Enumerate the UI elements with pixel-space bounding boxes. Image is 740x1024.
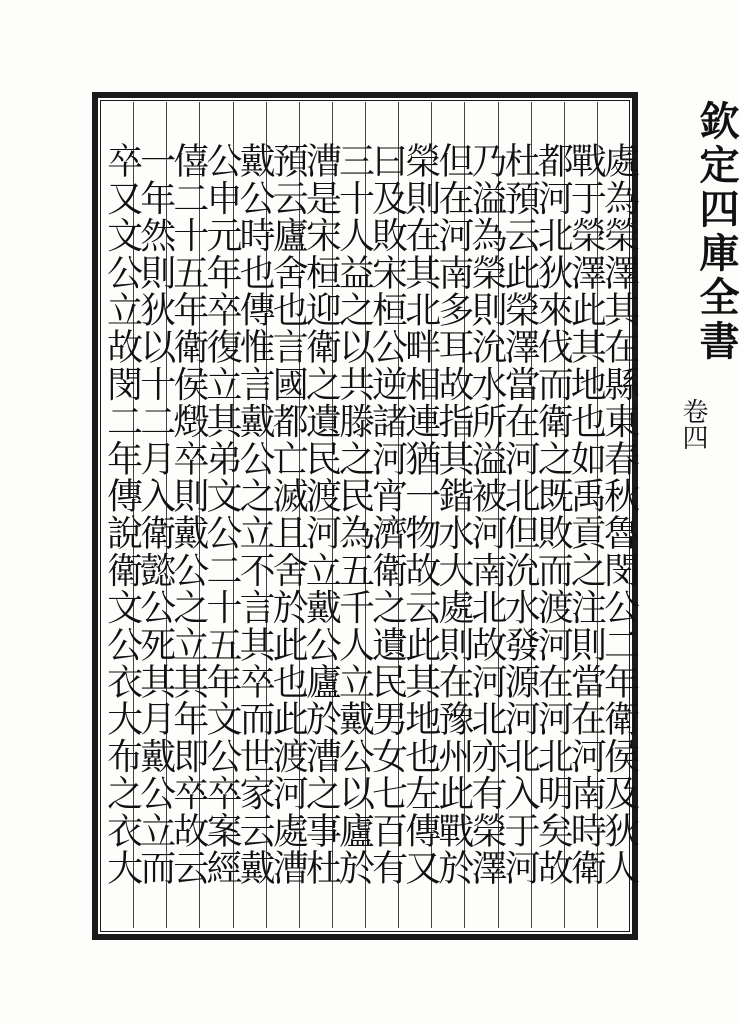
volume-label: 卷四 <box>678 398 708 450</box>
text-column: 乃溢為榮則沇水所溢被河南北故河北亦有榮澤 <box>465 142 507 886</box>
text-column: 公申元年卒復立其弟文公二十五年文公卒案經 <box>200 142 242 886</box>
text-column: 戴公時也傳惟言戴公之立不言其卒而世家云戴 <box>234 142 276 886</box>
text-column: 榮則在其北畔相連猶一物故云此其地也左傳又 <box>399 142 441 886</box>
text-column: 卒又文公立故閔二年傳說衛文公衣大布之衣大 <box>101 142 143 886</box>
book-title: 欽定四庫全書 <box>693 100 740 364</box>
text-column: 處為榮澤其在縣東春秋魯閔公二年衛侯及狄人 <box>598 142 640 886</box>
text-column: 都河北狄來伐而衛之既敗而渡河在河北明矣故 <box>532 142 574 886</box>
text-column: 戰于榮澤此其地也如禹貢之注則當在河南時衛 <box>565 142 607 886</box>
text-column: 預云廬舍也言國都亡滅且舍於此也此渡河處漕 <box>267 142 309 886</box>
text-column: 漕是宋桓迎衛之遺民渡河立戴公廬於漕之事杜 <box>300 142 342 886</box>
text-column: 曰及敗宋桓公逆諸河宵濟衛之遺民男女七百有 <box>366 142 408 886</box>
text-column: 杜預云此榮澤當在河北但沇水發源河北入于河 <box>499 142 541 886</box>
text-column: 但在河南多耳故指其鍇水大處則在豫州此戰於 <box>432 142 474 886</box>
text-column: 僖二十五年衛侯燬卒則戴公之立其年即卒故云 <box>167 142 209 886</box>
text-column: 一年然則狄以十二月入衛懿公死其月戴公立而 <box>134 142 176 886</box>
text-column: 三十人益之以共滕之民為五千人立戴公以廬於 <box>333 142 375 886</box>
